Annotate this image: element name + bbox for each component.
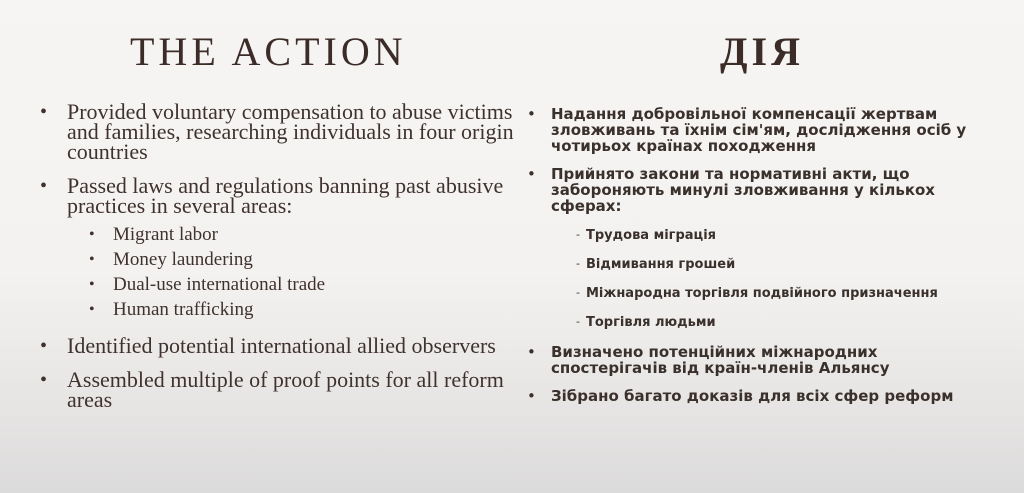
dash-icon: -	[576, 286, 580, 299]
bullet-icon: •	[40, 175, 48, 197]
slide-title-ukrainian: ДІЯ	[720, 29, 804, 74]
dash-icon: -	[576, 315, 580, 328]
bullet-icon: •	[527, 343, 536, 361]
sub-list-item-text: Трудова міграція	[586, 228, 716, 243]
list-item	[40, 367, 520, 412]
sub-list-item	[576, 228, 967, 244]
list-item-text: Identified potential international allied observers	[67, 333, 496, 358]
ukrainian-sub-list	[576, 228, 967, 331]
sub-list-item	[89, 272, 520, 297]
sub-list-item-text: Human trafficking	[113, 299, 254, 320]
bullet-icon: •	[40, 335, 48, 357]
list-item-text: Assembled multiple of proof points for all reform areas	[67, 367, 504, 412]
bullet-icon: •	[89, 276, 95, 293]
english-action-list	[40, 99, 520, 424]
list-item	[527, 388, 967, 404]
bullet-icon: •	[527, 387, 536, 405]
list-item	[40, 173, 520, 322]
bullet-icon: •	[89, 301, 95, 318]
sub-list-item-text: Торгівля людьми	[586, 315, 716, 330]
sub-list-item-text: Dual-use international trade	[113, 274, 326, 295]
bullet-icon: •	[40, 369, 48, 391]
bullet-icon: •	[89, 226, 95, 243]
sub-list-item	[576, 286, 967, 302]
ukrainian-action-list	[527, 106, 967, 416]
list-item	[40, 333, 520, 358]
bullet-icon: •	[40, 101, 48, 123]
english-sub-list	[89, 222, 520, 322]
sub-list-item	[89, 297, 520, 322]
list-item	[40, 99, 520, 164]
list-item-text: Надання добровільної компенсації жертвам зловживань та їхнім сім'ям, дослідження осіб у чотирьох країнах походження	[551, 105, 967, 155]
list-item-text: Визначено потенційних міжнародних спостерігачів від країн-членів Альянсу	[551, 343, 890, 377]
sub-list-item	[576, 315, 967, 331]
dash-icon: -	[576, 257, 580, 270]
sub-list-item-text: Migrant labor	[113, 224, 219, 245]
list-item-text: Зібрано багато доказів для всіх сфер реформ	[551, 387, 954, 405]
slide-title-english: THE ACTION	[130, 29, 407, 74]
sub-list-item-text: Міжнародна торгівля подвійного призначення	[586, 286, 938, 301]
list-item	[527, 166, 967, 331]
dash-icon: -	[576, 228, 580, 241]
bullet-icon: •	[527, 165, 536, 183]
list-item-text: Passed laws and regulations banning past abusive practices in several areas:	[67, 173, 504, 218]
bullet-icon: •	[527, 105, 536, 123]
sub-list-item	[576, 257, 967, 273]
sub-list-item	[89, 222, 520, 247]
sub-list-item-text: Money laundering	[113, 249, 253, 270]
list-item	[527, 344, 967, 376]
sub-list-item-text: Відмивання грошей	[586, 257, 736, 272]
bullet-icon: •	[89, 251, 95, 268]
list-item-text: Provided voluntary compensation to abuse victims and families, researching individuals in four origin countries	[67, 99, 514, 164]
list-item-text: Прийнято закони та нормативні акти, що забороняють минулі зловживання у кількох сферах:	[551, 165, 935, 215]
list-item	[527, 106, 967, 154]
sub-list-item	[89, 247, 520, 272]
